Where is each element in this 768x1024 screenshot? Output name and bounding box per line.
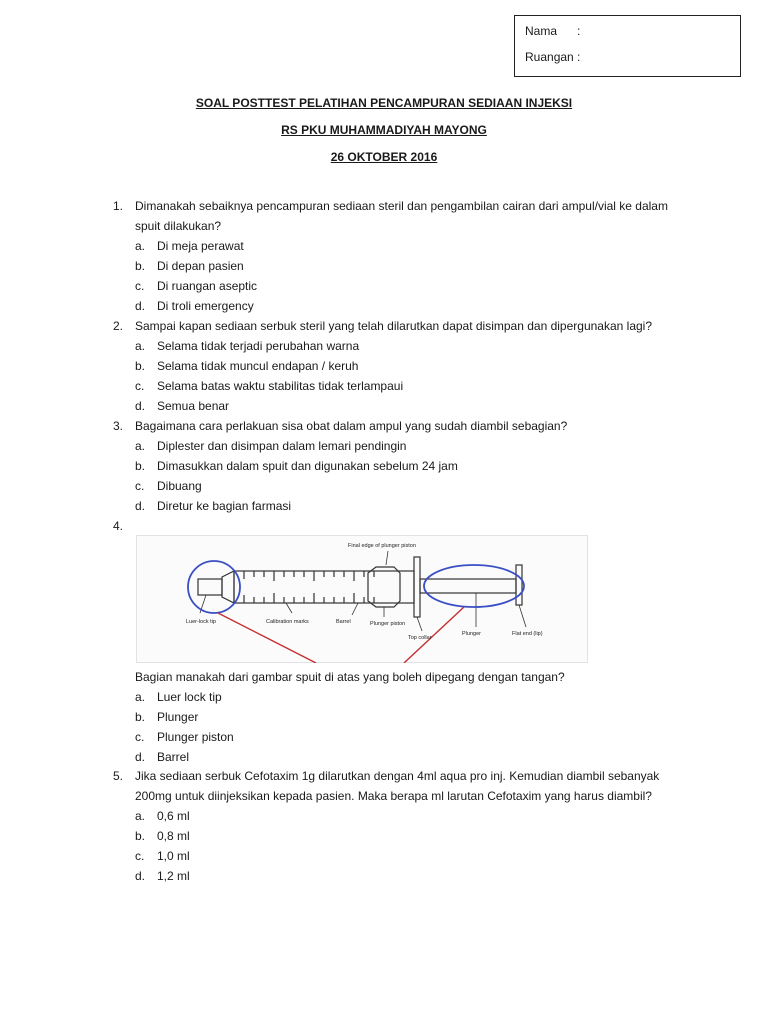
- option-text: 0,6 ml: [157, 809, 190, 823]
- label-final-edge: Final edge of plunger piston: [348, 543, 416, 549]
- option-letter: c.: [135, 279, 145, 293]
- name-row: [525, 24, 730, 50]
- room-label: Ruangan :: [525, 50, 581, 64]
- option-letter: d.: [135, 499, 146, 513]
- option-letter: b.: [135, 710, 146, 724]
- question-number: 2.: [113, 319, 124, 333]
- question-text: Bagaimana cara perlakuan sisa obat dalam ampul yang sudah diambil sebagian?: [135, 419, 568, 433]
- option-a: [135, 806, 673, 826]
- question-1: [113, 196, 673, 316]
- label-barrel: Barrel: [336, 619, 351, 625]
- option-letter: a.: [135, 239, 146, 253]
- option-text: Di meja perawat: [157, 239, 244, 253]
- label-calibration-marks: Calibration marks: [266, 619, 309, 625]
- label-flat-end: Flat end (lip): [512, 631, 543, 637]
- option-text: Diplester dan disimpan dalam lemari pendingin: [157, 439, 407, 453]
- label-plunger-piston: Plunger piston: [370, 621, 406, 627]
- option-d: [135, 396, 673, 416]
- option-text: Dibuang: [157, 479, 202, 493]
- diagram-frame: [137, 536, 588, 663]
- option-text: Dimasukkan dalam spuit dan digunakan sebelum 24 jam: [157, 459, 458, 473]
- option-letter: a.: [135, 809, 146, 823]
- question-text: Jika sediaan serbuk Cefotaxim 1g dilarutkan dengan 4ml aqua pro inj. Kemudian diambil sebanyak 200mg untuk diinjeksikan kepada pasien. Maka berapa ml larutan Cefotaxim yang harus diambil?: [135, 769, 660, 803]
- option-letter: c.: [135, 730, 145, 744]
- option-letter: c.: [135, 479, 145, 493]
- option-a: [135, 336, 673, 356]
- question-number: 5.: [113, 769, 124, 783]
- option-d: [135, 866, 673, 886]
- option-a: [135, 687, 673, 707]
- option-text: Selama batas waktu stabilitas tidak terlampaui: [157, 379, 404, 393]
- option-list: [113, 806, 673, 886]
- label-top-collar: Top collar: [408, 635, 432, 641]
- option-letter: c.: [135, 849, 145, 863]
- option-text: Selama tidak terjadi perubahan warna: [157, 339, 360, 353]
- question-number: 4.: [113, 519, 124, 533]
- question-text: Sampai kapan sediaan serbuk steril yang telah dilarutkan dapat disimpan dan dipergunakan lagi?: [135, 319, 653, 333]
- option-list: [113, 236, 673, 316]
- document-date: 26 OKTOBER 2016: [330, 150, 438, 164]
- option-c: [135, 846, 673, 866]
- option-letter: a.: [135, 439, 146, 453]
- option-text: 1,2 ml: [157, 869, 190, 883]
- option-text: Selama tidak muncul endapan / keruh: [157, 359, 359, 373]
- option-list: [113, 336, 673, 416]
- option-letter: a.: [135, 339, 146, 353]
- label-luer-lock-tip: Luer-lock tip: [186, 619, 216, 625]
- option-text: Di troli emergency: [157, 299, 254, 313]
- option-letter: b.: [135, 459, 146, 473]
- option-letter: d.: [135, 399, 146, 413]
- question-4: [113, 667, 673, 767]
- option-text: Di ruangan aseptic: [157, 279, 258, 293]
- question-5: [113, 766, 673, 886]
- option-d: [135, 747, 673, 767]
- option-text: Semua benar: [157, 399, 230, 413]
- option-c: [135, 727, 673, 747]
- document-title: SOAL POSTTEST PELATIHAN PENCAMPURAN SEDIAAN INJEKSI: [195, 96, 573, 110]
- option-c: [135, 376, 673, 396]
- option-letter: c.: [135, 379, 145, 393]
- identity-box: [514, 15, 741, 77]
- option-text: Di depan pasien: [157, 259, 244, 273]
- option-text: Luer lock tip: [157, 690, 222, 704]
- option-d: [135, 296, 673, 316]
- question-number: 1.: [113, 199, 124, 213]
- option-text: Barrel: [157, 750, 190, 764]
- option-text: 0,8 ml: [157, 829, 190, 843]
- option-list: [113, 436, 673, 516]
- option-letter: a.: [135, 690, 146, 704]
- room-row: [525, 50, 730, 76]
- option-d: [135, 496, 673, 516]
- option-text: 1,0 ml: [157, 849, 190, 863]
- option-text: Plunger: [157, 710, 199, 724]
- option-b: [135, 256, 673, 276]
- option-b: [135, 707, 673, 727]
- syringe-diagram: [136, 535, 588, 663]
- option-b: [135, 356, 673, 376]
- option-list: [113, 687, 673, 767]
- name-colon: :: [577, 24, 581, 38]
- option-c: [135, 276, 673, 296]
- option-letter: d.: [135, 869, 146, 883]
- option-letter: b.: [135, 829, 146, 843]
- option-text: Plunger piston: [157, 730, 234, 744]
- option-a: [135, 436, 673, 456]
- option-letter: b.: [135, 359, 146, 373]
- option-text: Diretur ke bagian farmasi: [157, 499, 292, 513]
- institution-name: RS PKU MUHAMMADIYAH MAYONG: [281, 123, 487, 137]
- label-plunger: Plunger: [462, 631, 481, 637]
- question-text: Bagian manakah dari gambar spuit di atas yang boleh dipegang dengan tangan?: [135, 670, 565, 684]
- question-3: [113, 416, 673, 516]
- option-letter: d.: [135, 299, 146, 313]
- question-text: Dimanakah sebaiknya pencampuran sediaan steril dan pengambilan cairan dari ampul/vial ke dalam spuit dilakukan?: [135, 199, 668, 233]
- option-b: [135, 826, 673, 846]
- option-letter: d.: [135, 750, 146, 764]
- option-letter: b.: [135, 259, 146, 273]
- question-number: 3.: [113, 419, 124, 433]
- option-c: [135, 476, 673, 496]
- name-label: Nama: [525, 24, 558, 38]
- question-2: [113, 316, 673, 416]
- option-b: [135, 456, 673, 476]
- option-a: [135, 236, 673, 256]
